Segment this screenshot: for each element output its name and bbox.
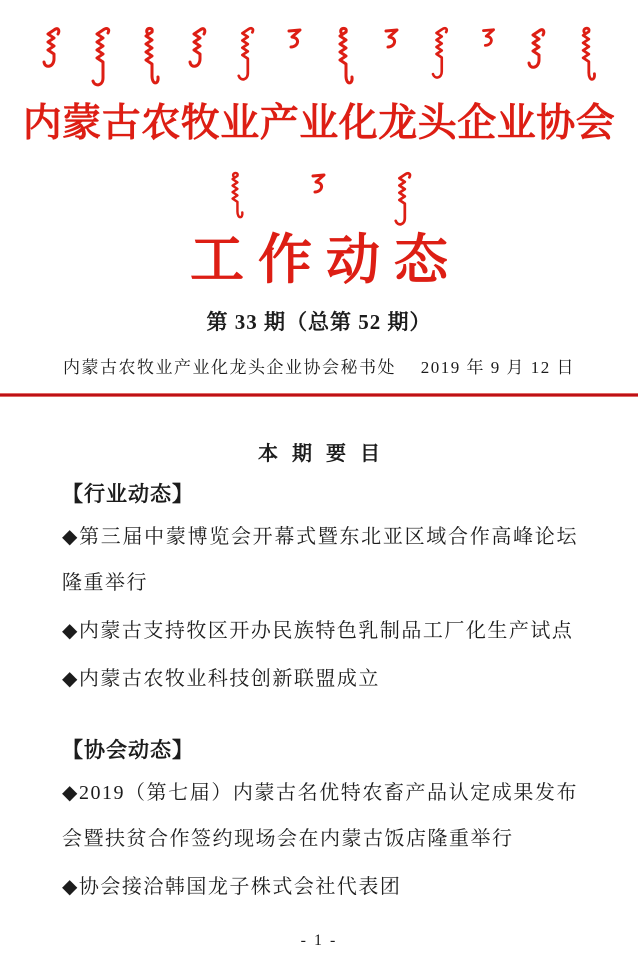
mongolian-script-top-row xyxy=(41,26,597,94)
publish-date: 2019 年 9 月 12 日 xyxy=(420,358,575,378)
section-industry-news xyxy=(0,478,638,702)
toc-item: ◆内蒙古农牧业科技创新联盟成立 xyxy=(62,668,380,691)
page-number: - 1 - xyxy=(300,932,338,949)
mongolian-word-icon xyxy=(575,26,597,86)
mongolian-word-icon xyxy=(41,26,63,72)
mongolian-word-icon xyxy=(138,26,160,90)
toc-item: ◆2019（第七届）内蒙古名优特农畜产品认定成果发布会暨扶贫合作签约现场会在内蒙古饭店隆重举行 xyxy=(62,782,578,851)
mongolian-word-icon xyxy=(429,26,451,82)
org-title: 内蒙古农牧业产业化龙头企业协会 xyxy=(22,102,616,145)
mongolian-word-icon xyxy=(308,171,330,197)
masthead xyxy=(0,26,638,397)
toc-item: ◆内蒙古支持牧区开办民族特色乳制品工厂化生产试点 xyxy=(62,620,574,643)
mongolian-word-icon xyxy=(478,26,500,50)
section-association-news xyxy=(0,734,638,910)
mongolian-word-icon xyxy=(224,171,246,223)
mongolian-word-icon xyxy=(381,26,403,52)
issue-number-line: 第 33 期（总第 52 期） xyxy=(206,310,432,335)
bulletin-title: 工作动态 xyxy=(190,229,462,290)
toc-heading: 本期要目 xyxy=(258,443,394,466)
toc-item: ◆协会接洽韩国龙子株式会社代表团 xyxy=(62,876,402,899)
section-title-association: 【协会动态】 xyxy=(62,739,194,763)
red-divider-rule xyxy=(0,393,638,397)
mongolian-word-icon xyxy=(90,26,112,90)
mongolian-word-icon xyxy=(235,26,257,84)
section-title-industry: 【行业动态】 xyxy=(62,483,194,507)
toc-item: ◆第三届中蒙博览会开幕式暨东北亚区域合作高峰论坛隆重举行 xyxy=(62,526,578,595)
mongolian-word-icon xyxy=(392,171,414,229)
mongolian-word-icon xyxy=(526,26,548,74)
publisher-name: 内蒙古农牧业产业化龙头企业协会秘书处 xyxy=(63,358,396,378)
mongolian-script-sub-row xyxy=(0,171,638,229)
byline-row xyxy=(63,353,575,378)
mongolian-word-icon xyxy=(187,26,209,72)
mongolian-word-icon xyxy=(332,26,354,90)
mongolian-word-icon xyxy=(284,26,306,52)
toc-main xyxy=(0,437,638,910)
